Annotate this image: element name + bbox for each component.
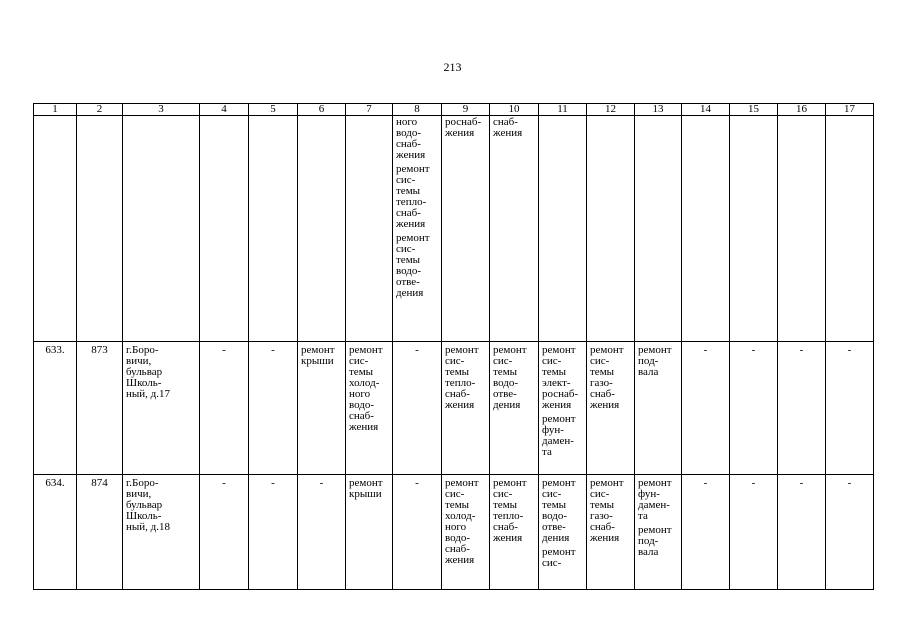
cell bbox=[298, 116, 346, 342]
cell: - bbox=[682, 475, 730, 590]
cell bbox=[635, 116, 682, 342]
work-cell bbox=[442, 475, 490, 590]
column-number: 9 bbox=[442, 104, 490, 116]
cell bbox=[77, 116, 123, 342]
column-number: 2 bbox=[77, 104, 123, 116]
work-cell bbox=[587, 342, 635, 475]
work-cell bbox=[393, 116, 442, 342]
cell: - bbox=[730, 475, 778, 590]
cell: - bbox=[298, 475, 346, 590]
work-cell bbox=[442, 116, 490, 342]
work-item: ремонт сис- темы водо- отве- дения bbox=[493, 344, 527, 411]
column-number: 15 bbox=[730, 104, 778, 116]
column-number: 8 bbox=[393, 104, 442, 116]
work-cell bbox=[490, 116, 539, 342]
work-item: ремонт крыши bbox=[349, 477, 383, 500]
work-cell bbox=[490, 342, 539, 475]
address: г.Боро- вичи, бульвар Школь- ный, д.18 bbox=[123, 475, 200, 590]
cell bbox=[539, 116, 587, 342]
work-item: ремонт сис- темы тепло- снаб- жения bbox=[493, 477, 527, 544]
cell: - bbox=[393, 475, 442, 590]
cell: - bbox=[778, 475, 826, 590]
column-number: 12 bbox=[587, 104, 635, 116]
cell: - bbox=[200, 475, 249, 590]
work-item: ремонт под- вала bbox=[638, 344, 672, 378]
work-item: ремонт сис- темы холод- ного водо- снаб- жения bbox=[349, 344, 383, 433]
cell: - bbox=[682, 342, 730, 475]
work-item: ремонт сис- темы водо- отве- дения bbox=[542, 477, 576, 544]
column-number: 6 bbox=[298, 104, 346, 116]
work-item: снаб- жения bbox=[493, 116, 523, 139]
cell: - bbox=[393, 342, 442, 475]
cell bbox=[346, 116, 393, 342]
work-item: роснаб- жения bbox=[445, 116, 482, 139]
work-item: ного водо- снаб- жения bbox=[396, 116, 426, 161]
work-cell bbox=[539, 342, 587, 475]
cell: - bbox=[778, 342, 826, 475]
work-item: ремонт сис- темы газо- снаб- жения bbox=[590, 477, 624, 544]
column-number: 7 bbox=[346, 104, 393, 116]
page-number: 213 bbox=[443, 60, 462, 74]
row-code: 874 bbox=[77, 475, 123, 590]
work-cell bbox=[635, 342, 682, 475]
work-item: ремонт сис- темы холод- ного водо- снаб- жения bbox=[445, 477, 479, 566]
column-number: 16 bbox=[778, 104, 826, 116]
row-code: 873 bbox=[77, 342, 123, 475]
work-item: ремонт сис- темы газо- снаб- жения bbox=[590, 344, 624, 411]
address: г.Боро- вичи, бульвар Школь- ный, д.17 bbox=[123, 342, 200, 475]
work-item: ремонт под- вала bbox=[638, 524, 672, 558]
cell bbox=[778, 116, 826, 342]
cell: - bbox=[730, 342, 778, 475]
work-cell bbox=[539, 475, 587, 590]
work-cell bbox=[346, 342, 393, 475]
work-item: ремонт крыши bbox=[301, 344, 335, 367]
cell bbox=[730, 116, 778, 342]
table-row bbox=[34, 342, 874, 475]
cell: - bbox=[249, 475, 298, 590]
work-cell bbox=[587, 475, 635, 590]
cell: - bbox=[200, 342, 249, 475]
repair-schedule-table bbox=[33, 103, 874, 590]
cell: - bbox=[826, 475, 874, 590]
cell bbox=[587, 116, 635, 342]
column-number: 11 bbox=[539, 104, 587, 116]
row-number: 633. bbox=[34, 342, 77, 475]
work-cell bbox=[298, 342, 346, 475]
column-number: 14 bbox=[682, 104, 730, 116]
work-cell bbox=[442, 342, 490, 475]
column-number: 4 bbox=[200, 104, 249, 116]
work-item: ремонт фун- дамен- та bbox=[542, 413, 576, 458]
table-row bbox=[34, 475, 874, 590]
work-item: ремонт сис- темы водо- отве- дения bbox=[396, 232, 430, 299]
cell bbox=[249, 116, 298, 342]
column-number: 5 bbox=[249, 104, 298, 116]
cell bbox=[826, 116, 874, 342]
cell bbox=[682, 116, 730, 342]
cell: - bbox=[249, 342, 298, 475]
column-number: 10 bbox=[490, 104, 539, 116]
cell: - bbox=[826, 342, 874, 475]
cell bbox=[200, 116, 249, 342]
work-item: ремонт сис- bbox=[542, 546, 576, 569]
column-number: 1 bbox=[34, 104, 77, 116]
work-cell bbox=[346, 475, 393, 590]
work-item: ремонт сис- темы тепло- снаб- жения bbox=[445, 344, 479, 411]
work-item: ремонт сис- темы элект- роснаб- жения bbox=[542, 344, 579, 411]
column-number-row bbox=[34, 104, 874, 116]
row-number: 634. bbox=[34, 475, 77, 590]
cell bbox=[123, 116, 200, 342]
column-number: 3 bbox=[123, 104, 200, 116]
column-number: 17 bbox=[826, 104, 874, 116]
work-item: ремонт сис- темы тепло- снаб- жения bbox=[396, 163, 430, 230]
column-number: 13 bbox=[635, 104, 682, 116]
work-cell bbox=[490, 475, 539, 590]
continuation-row bbox=[34, 116, 874, 342]
work-item: ремонт фун- дамен- та bbox=[638, 477, 672, 522]
cell bbox=[34, 116, 77, 342]
work-cell bbox=[635, 475, 682, 590]
